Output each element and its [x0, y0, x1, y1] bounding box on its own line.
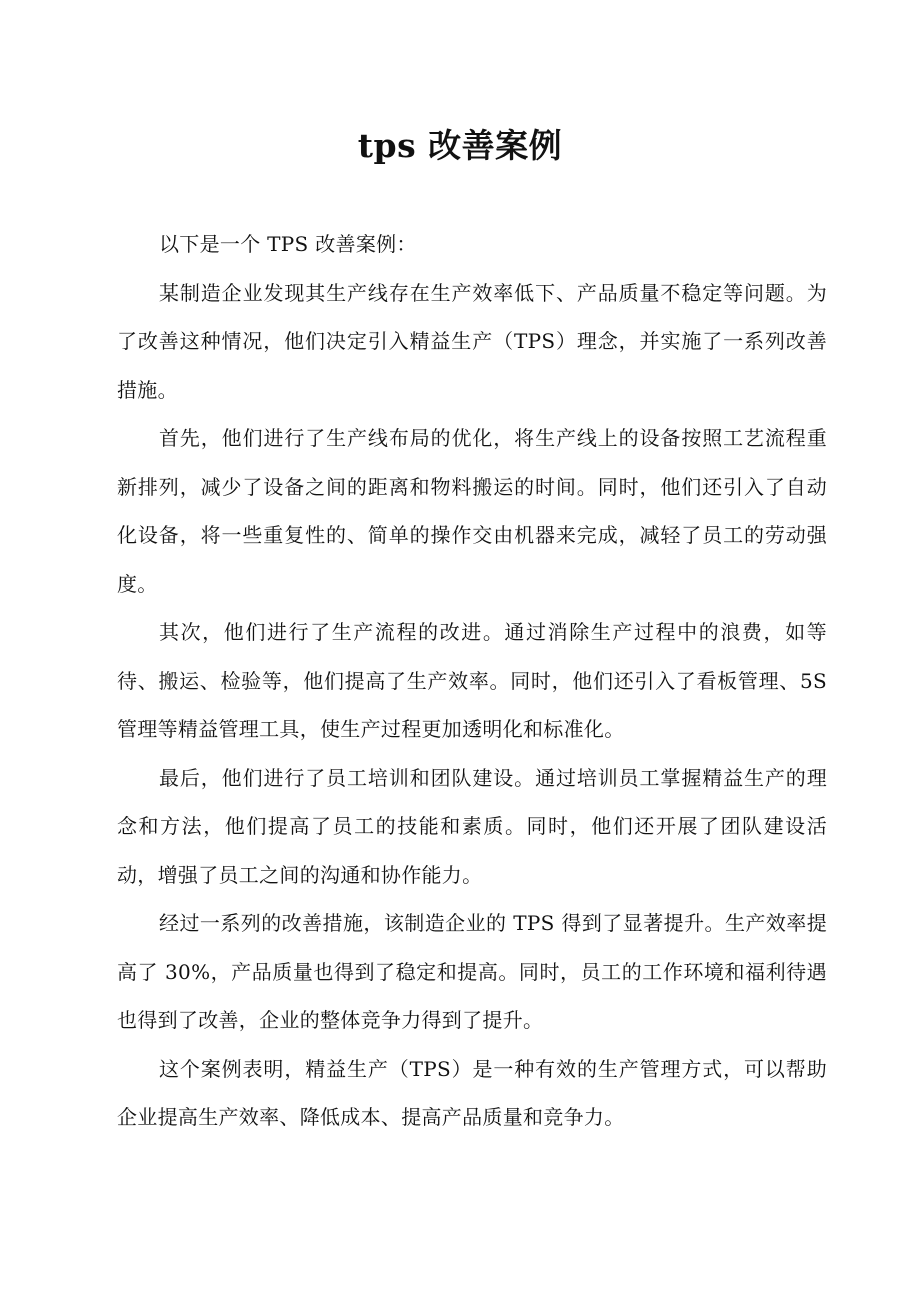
paragraph-last: 最后，他们进行了员工培训和团队建设。通过培训员工掌握精益生产的理念和方法，他们提高了员工的技能和素质。同时，他们还开展了团队建设活动，增强了员工之间的沟通和协作能力。 — [117, 765, 827, 887]
paragraph-problem: 某制造企业发现其生产线存在生产效率低下、产品质量不稳定等问题。为了改善这种情况，他们决定引入精益生产（TPS）理念，并实施了一系列改善措施。 — [117, 280, 827, 402]
document-title: tps 改善案例 — [357, 126, 563, 165]
document-body — [117, 220, 827, 1142]
paragraph-second: 其次，他们进行了生产流程的改进。通过消除生产过程中的浪费，如等待、搬运、检验等，他们提高了生产效率。同时，他们还引入了看板管理、5S 管理等精益管理工具，使生产过程更加透明化和标准化。 — [117, 620, 827, 741]
paragraph-first: 首先，他们进行了生产线布局的优化，将生产线上的设备按照工艺流程重新排列，减少了设备之间的距离和物料搬运的时间。同时，他们还引入了自动化设备，将一些重复性的、简单的操作交由机器来完成，减轻了员工的劳动强度。 — [117, 426, 827, 596]
paragraph-conclusion: 这个案例表明，精益生产（TPS）是一种有效的生产管理方式，可以帮助企业提高生产效率、降低成本、提高产品质量和竞争力。 — [117, 1056, 827, 1129]
paragraph-result: 经过一系列的改善措施，该制造企业的 TPS 得到了显著提升。生产效率提高了 30%，产品质量也得到了稳定和提高。同时，员工的工作环境和福利待遇也得到了改善，企业的整体竞争力得到了提升。 — [117, 911, 827, 1032]
paragraph-intro: 以下是一个 TPS 改善案例： — [159, 232, 417, 256]
